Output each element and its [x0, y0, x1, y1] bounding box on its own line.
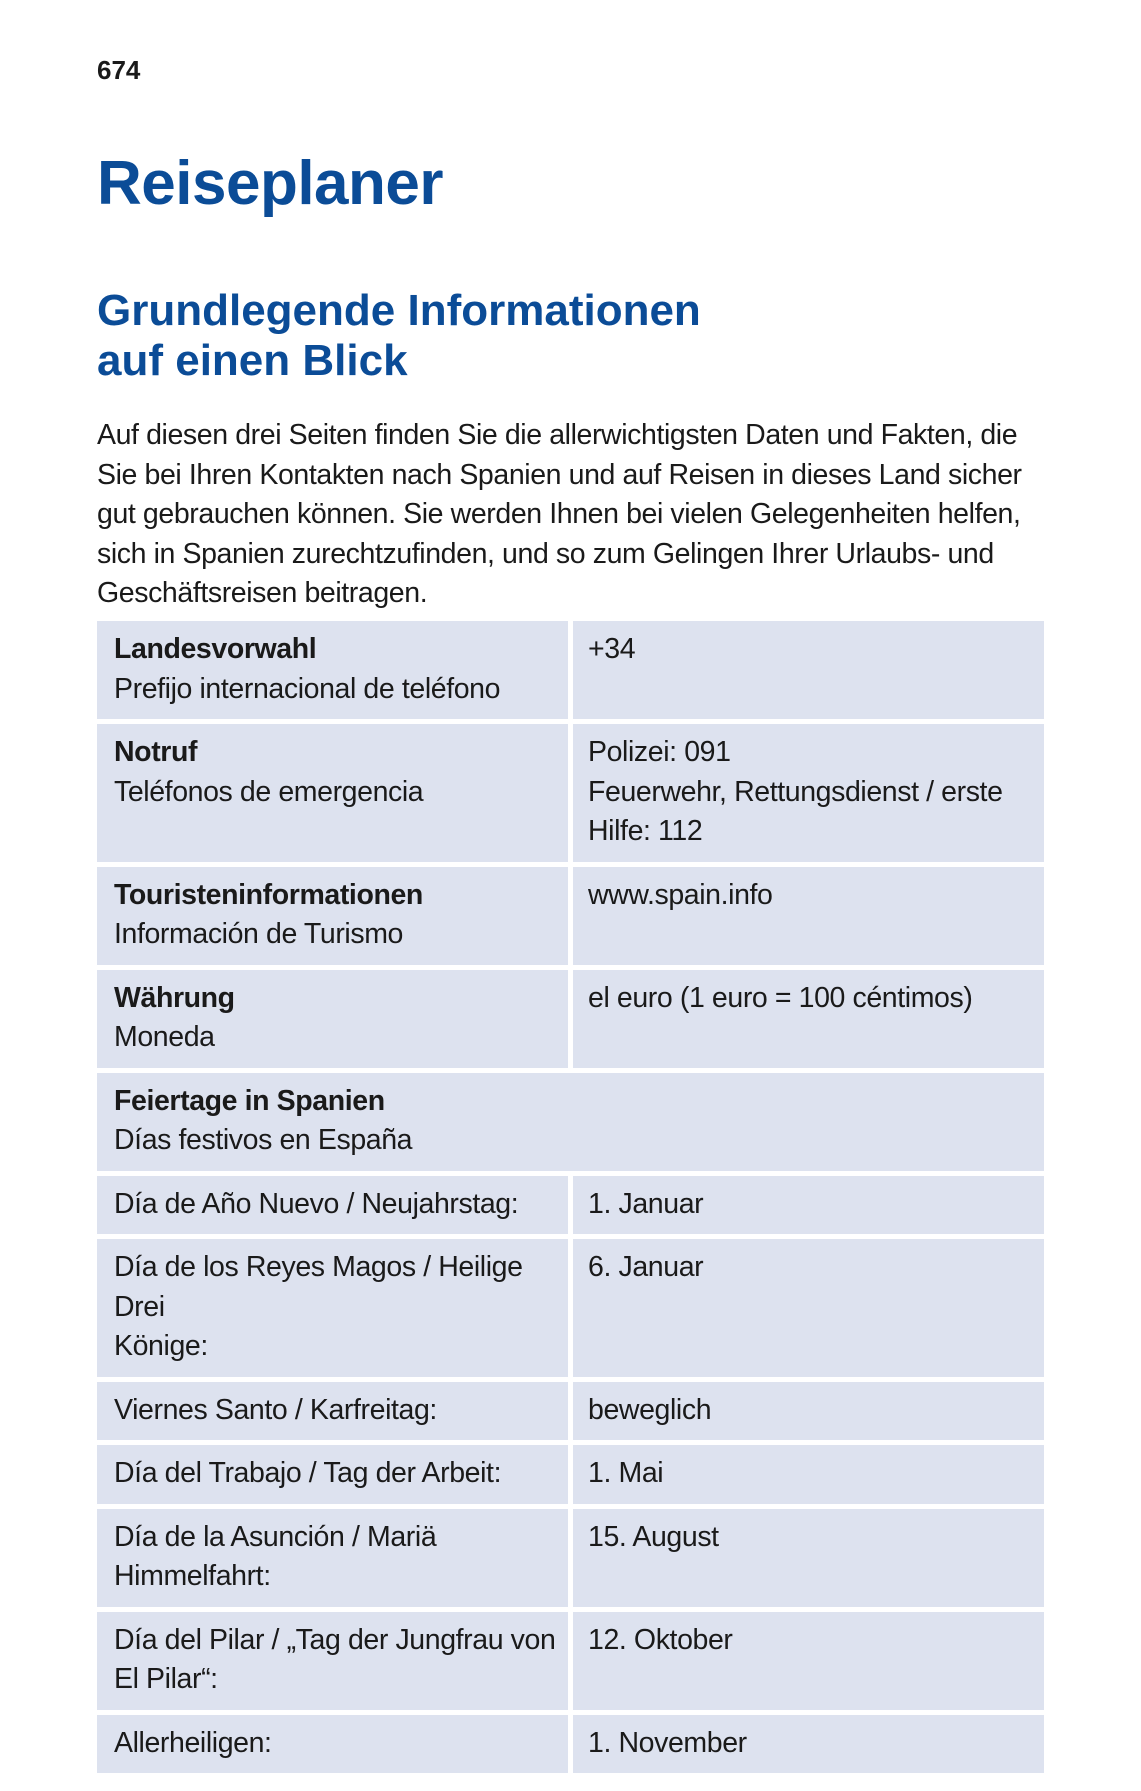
- row-subterm: Prefijo internacional de teléfono: [114, 672, 501, 705]
- row-value: el euro (1 euro = 100 céntimos): [588, 981, 973, 1014]
- row-label-cell: [97, 970, 568, 1068]
- row-term: Währung: [114, 981, 235, 1014]
- info-table: [92, 616, 1049, 1778]
- table-row-emergency: [97, 724, 1044, 862]
- holiday-name-cell: [97, 1509, 568, 1607]
- holiday-name: Viernes Santo / Karfreitag:: [114, 1393, 437, 1426]
- table-row: [97, 1715, 1044, 1774]
- page-number: 674: [97, 55, 141, 85]
- row-value: +34: [588, 633, 636, 665]
- holiday-name-cell: [97, 1612, 568, 1710]
- table-row-currency: [97, 970, 1044, 1068]
- holiday-date: 1. Januar: [588, 1187, 704, 1220]
- row-value-cell: [573, 621, 1044, 719]
- holiday-name-cell: [97, 1715, 568, 1774]
- holiday-name-cell: [97, 1445, 568, 1504]
- row-value: Feuerwehr, Rettungsdienst / erste Hilfe: 112: [588, 775, 1003, 847]
- row-term: Notruf: [114, 736, 198, 768]
- table-row: [97, 1612, 1044, 1710]
- row-value-cell: [573, 724, 1044, 862]
- table-row-holidays-header: [97, 1073, 1044, 1171]
- row-term: Touristeninformationen: [114, 878, 423, 911]
- table-row: [97, 1445, 1044, 1504]
- row-subterm: Información de Turismo: [114, 918, 403, 950]
- holiday-date-cell: [573, 1239, 1044, 1377]
- row-label-cell: [97, 724, 568, 862]
- holiday-name: Día de la Asunción / Mariä Himmelfahrt:: [114, 1520, 437, 1592]
- row-term: Landesvorwahl: [114, 633, 317, 665]
- holiday-date-cell: [573, 1445, 1044, 1504]
- row-value-cell: [573, 970, 1044, 1068]
- holiday-date: 15. August: [588, 1520, 719, 1553]
- holiday-date: 6. Januar: [588, 1251, 704, 1283]
- holiday-name-cell: [97, 1382, 568, 1441]
- section-title: [97, 286, 997, 386]
- holiday-name-cell: [97, 1239, 568, 1377]
- table-row: [97, 1509, 1044, 1607]
- holiday-date: 1. Mai: [588, 1457, 664, 1489]
- holiday-name: Día del Trabajo / Tag der Arbeit:: [114, 1457, 502, 1489]
- holiday-date-cell: [573, 1509, 1044, 1607]
- holidays-term: Feiertage in Spanien: [114, 1084, 385, 1117]
- holiday-name: Allerheiligen:: [114, 1726, 272, 1759]
- row-value-cell: [573, 867, 1044, 965]
- holiday-date: 12. Oktober: [588, 1623, 733, 1656]
- page-title: Reiseplaner: [97, 149, 444, 218]
- row-subterm: Teléfonos de emergencia: [114, 775, 424, 808]
- row-value-link: www.spain.info: [588, 878, 773, 911]
- table-row: [97, 1239, 1044, 1377]
- holiday-date-cell: [573, 1382, 1044, 1441]
- holiday-name-cell: [97, 1176, 568, 1235]
- holidays-subterm: Días festivos en España: [114, 1124, 413, 1156]
- holiday-name: Könige:: [114, 1330, 208, 1362]
- holiday-date: 1. November: [588, 1726, 747, 1759]
- row-label-cell: [97, 867, 568, 965]
- intro-paragraph: Auf diesen drei Seiten finden Sie die allerwichtigsten Daten und Fakten, die Sie bei Ihren Kontakten nach Spanien und auf Reisen in dieses Land sicher gut gebrauchen können. Sie werden Ihnen bei vielen Gelegenheiten helfen, sich in Spanien zurechtzufinden, und so zum Gelingen Ihrer Urlaubs- und Geschäftsreisen beitragen.: [97, 419, 1022, 609]
- holiday-date-cell: [573, 1715, 1044, 1774]
- holiday-date-cell: [573, 1612, 1044, 1710]
- table-row-tourist-info: [97, 867, 1044, 965]
- holiday-name: Día de Año Nuevo / Neujahrstag:: [114, 1187, 519, 1220]
- section-title-line-1: Grundlegende Informationen: [97, 286, 701, 335]
- table-row: [97, 1382, 1044, 1441]
- row-value: Polizei: 091: [588, 736, 731, 768]
- holidays-header-cell: [97, 1073, 1044, 1171]
- row-label-cell: [97, 621, 568, 719]
- table-row: [97, 1176, 1044, 1235]
- section-title-line-2: auf einen Blick: [97, 336, 408, 385]
- holiday-name: Día del Pilar / „Tag der Jungfrau von El Pilar“:: [114, 1623, 556, 1695]
- row-subterm: Moneda: [114, 1021, 215, 1053]
- holiday-date: beweglich: [588, 1393, 712, 1426]
- holiday-name: Día de los Reyes Magos / Heilige Drei: [114, 1251, 523, 1323]
- holiday-date-cell: [573, 1176, 1044, 1235]
- table-row-country-code: [97, 621, 1044, 719]
